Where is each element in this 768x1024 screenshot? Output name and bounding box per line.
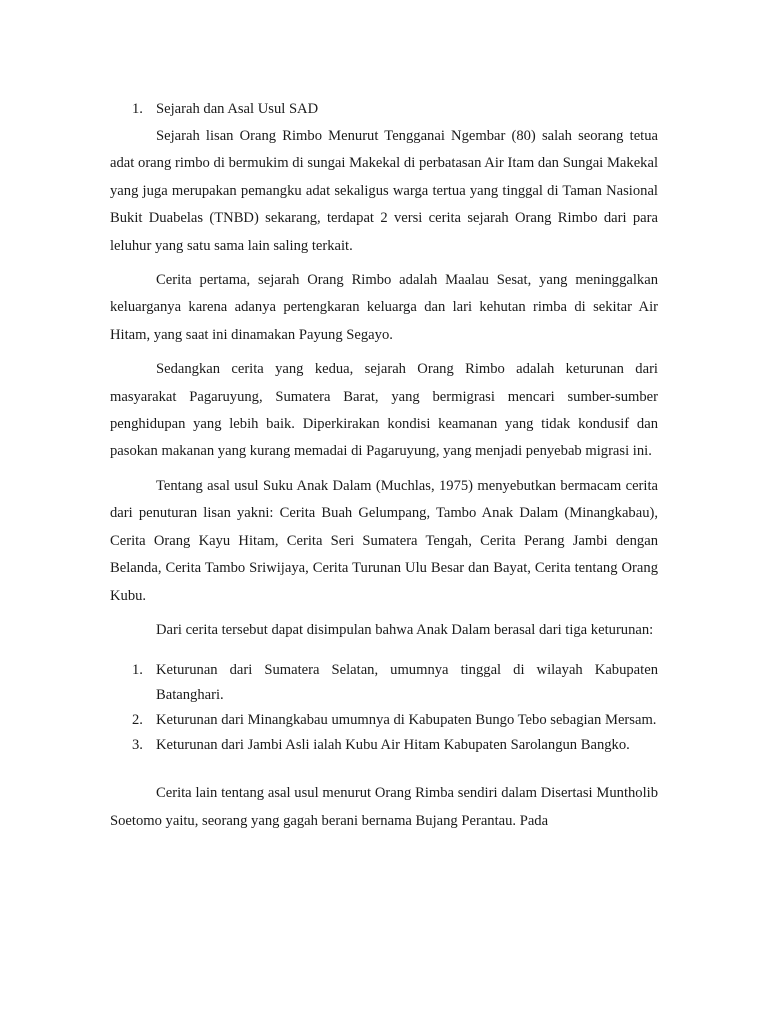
descent-list xyxy=(110,658,658,758)
list-item-text: Keturunan dari Minangkabau umumnya di Kabupaten Bungo Tebo sebagian Mersam. xyxy=(156,712,657,729)
list-item-text: Keturunan dari Sumatera Selatan, umumnya tinggal di wilayah Kabupaten Batanghari. xyxy=(156,662,658,704)
paragraph-oral-history: Sejarah lisan Orang Rimbo Menurut Tengganai Ngembar (80) salah seorang tetua adat orang rimbo di bermukim di sungai Makekal di perbatasan Air Itam dan Sungai Makekal yang juga merupakan pemangku adat sekaligus warga tertua yang tinggal di Taman Nasional Bukit Duabelas (TNBD) sekarang, terdapat 2 versi cerita sejarah Orang Rimbo dari para leluhur yang satu sama lain saling terkait. xyxy=(110,128,658,254)
spacer xyxy=(110,758,658,780)
section-heading xyxy=(110,96,658,123)
section-title: Sejarah dan Asal Usul SAD xyxy=(156,101,319,117)
list-item-number: 3. xyxy=(132,737,143,754)
paragraph-conclusion: Dari cerita tersebut dapat disimpulan bahwa Anak Dalam berasal dari tiga keturunan: xyxy=(156,621,654,638)
paragraph-first-story: Cerita pertama, sejarah Orang Rimbo adalah Maalau Sesat, yang meninggalkan keluarganya karena adanya pertengkaran keluarga dan lari kehutan rimba di sekitar Air Hitam, yang saat ini dinamakan Payung Segayo. xyxy=(110,272,658,343)
list-item xyxy=(110,733,658,758)
list-item xyxy=(110,708,658,733)
paragraph-origin-stories: Tentang asal usul Suku Anak Dalam (Muchlas, 1975) menyebutkan bermacam cerita dari penuturan lisan yakni: Cerita Buah Gelumpang, Tambo Anak Dalam (Minangkabau), Cerita Orang Kayu Hitam, Cerita Seri Sumatera Tengah, Cerita Perang Jambi dengan Belanda, Cerita Tambo Sriwijaya, Cerita Turunan Ulu Besar dan Bayat, Cerita tentang Orang Kubu. xyxy=(110,477,658,604)
section-number: 1. xyxy=(132,101,143,117)
list-item-number: 2. xyxy=(132,712,143,729)
document-page xyxy=(110,96,658,842)
list-item xyxy=(110,658,658,708)
list-item-number: 1. xyxy=(132,662,143,679)
paragraph-second-story: Sedangkan cerita yang kedua, sejarah Orang Rimbo adalah keturunan dari masyarakat Pagaruyung, Sumatera Barat, yang bermigrasi mencari sumber-sumber penghidupan yang lebih baik. Diperkirakan kondisi keamanan yang tidak kondusif dan pasokan makanan yang kurang memadai di Pagaruyung, yang menjadi penyebab migrasi ini. xyxy=(110,361,658,460)
list-item-text: Keturunan dari Jambi Asli ialah Kubu Air Hitam Kabupaten Sarolangun Bangko. xyxy=(156,737,630,754)
paragraph-closing: Cerita lain tentang asal usul menurut Orang Rimba sendiri dalam Disertasi Muntholib Soetomo yaitu, seorang yang gagah berani bernama Bujang Perantau. Pada xyxy=(110,785,658,829)
